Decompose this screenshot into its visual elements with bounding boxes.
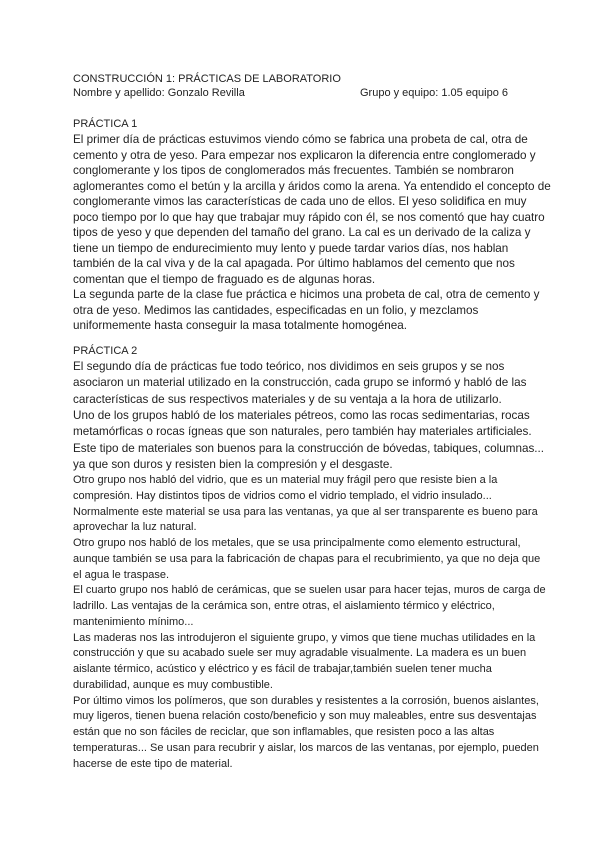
text-line: El cuarto grupo nos habló de cerámicas, que se suelen usar para hacer tejas, muros de carga de — [73, 584, 546, 597]
text-line: durabilidad, aunque es muy combustible. — [73, 678, 273, 691]
text-line: características de sus respectivos materiales y de su ventaja a la hora de utilizarlo. — [73, 392, 502, 406]
text-line: El segundo día de prácticas fue todo teórico, nos dividimos en seis grupos y se nos — [73, 360, 505, 373]
text-line: Otro grupo nos habló de los metales, que se usa principalmente como elemento estructural, — [73, 537, 521, 550]
text-line: asociaron un material utilizado en la construcción, cada grupo se informó y habló de las — [73, 376, 527, 390]
text-line: cemento y otra de yeso. Para empezar nos explicaron la diferencia entre conglomerado y — [73, 148, 536, 162]
text-line: conglomerante vimos las características de cada uno de ellos. El yeso solidifica en muy — [73, 195, 527, 208]
section-heading-practica-2: PRÁCTICA 2 — [73, 345, 138, 357]
group-info: Grupo y equipo: 1.05 equipo 6 — [360, 87, 509, 99]
text-line: El primer día de prácticas estuvimos viendo cómo se fabrica una probeta de cal, otra de — [73, 133, 528, 146]
text-line: conglomerante y los tipos de conglomerados más frecuentes. También se nombraron — [73, 164, 514, 177]
text-line: aislante térmico, acústico y eléctrico y es fácil de trabajar,también suelen tener mucha — [73, 663, 492, 676]
text-line: ladrillo. Las ventajas de la cerámica son, entre otras, el aislamiento térmico y eléctrico, — [73, 600, 495, 613]
text-line: uniformemente hasta conseguir la masa totalmente homogénea. — [73, 319, 407, 332]
text-line: Las maderas nos las introdujeron el siguiente grupo, y vimos que tiene muchas utilidades en la — [73, 631, 536, 644]
text-line: Normalmente este material se usa para las ventanas, ya que al ser transparente es bueno para — [73, 505, 538, 518]
author-info-row — [73, 87, 530, 101]
text-line: otra de yeso. Medimos las cantidades, especificadas en un folio, y mezclamos — [73, 303, 479, 317]
text-line: mantenimiento mínimo... — [73, 615, 194, 628]
text-line: tiene un tiempo de endurecimiento muy lento y puede tardar varios días, nos hablan — [73, 241, 509, 255]
text-line: aunque también se usa para la fabricación de chapas para el recubrimiento, ya que no deja que — [73, 552, 541, 565]
text-line: compresión. Hay distintos tipos de vidrios como el vidrio templado, el vidrio insulado... — [73, 489, 492, 502]
text-line: están que no son fáciles de reciclar, que son inflamables, que resisten poco a las altas — [73, 726, 495, 739]
text-line: metamórficas o rocas ígneas que son naturales, pero también hay materiales artificiales. — [73, 425, 532, 439]
text-line: el agua le traspase. — [73, 568, 170, 581]
text-line: La segunda parte de la clase fue práctica e hicimos una probeta de cal, otra de cemento y — [73, 288, 540, 301]
text-line: tipos de yeso y que dependen del tamaño del grano. La cal es un derivado de la caliza y — [73, 226, 531, 239]
text-line: Por último vimos los polímeros, que son durables y resistentes a la corrosión, buenos aislantes, — [73, 694, 539, 707]
section-heading-practica-1: PRÁCTICA 1 — [73, 118, 138, 130]
text-line: construcción y que su acabado suele ser muy agradable visualmente. La madera es un buen — [73, 647, 527, 660]
text-line: Otro grupo nos habló del vidrio, que es un material muy frágil pero que resiste bien a la — [73, 474, 498, 487]
text-line: temperaturas... Se usan para recubrir y aislar, los marcos de las ventanas, por ejemplo, pueden — [73, 741, 539, 754]
document-title: CONSTRUCCIÓN 1: PRÁCTICAS DE LABORATORIO — [73, 73, 341, 85]
text-line: aglomerantes como el betún y la arcilla y áridos como la arena. Ya entendido el concepto de — [73, 179, 551, 193]
text-line: ya que son duros y resisten bien la compresión y el desgaste. — [73, 457, 393, 471]
text-line: Uno de los grupos habló de los materiales pétreos, como las rocas sedimentarias, rocas — [73, 408, 530, 422]
text-line: Este tipo de materiales son buenos para la construcción de bóvedas, tabiques, columnas... — [73, 441, 545, 455]
text-line: muy ligeros, tienen buena relación costo/beneficio y son muy maleables, entre sus desventajas — [73, 710, 537, 723]
text-line: también de la cal viva y de la cal apagada. Por último hablamos del cemento que nos — [73, 257, 515, 270]
text-line: aprovechar la luz natural. — [73, 521, 197, 534]
author-name: Nombre y apellido: Gonzalo Revilla — [73, 87, 245, 99]
text-line: comentan que el tiempo de fraguado es de algunas horas. — [73, 272, 376, 286]
text-line: poco tiempo por lo que hay que trabajar muy rápido con él, se nos comentó que hay cuatro — [73, 210, 545, 224]
text-line: hacerse de este tipo de material. — [73, 757, 233, 770]
